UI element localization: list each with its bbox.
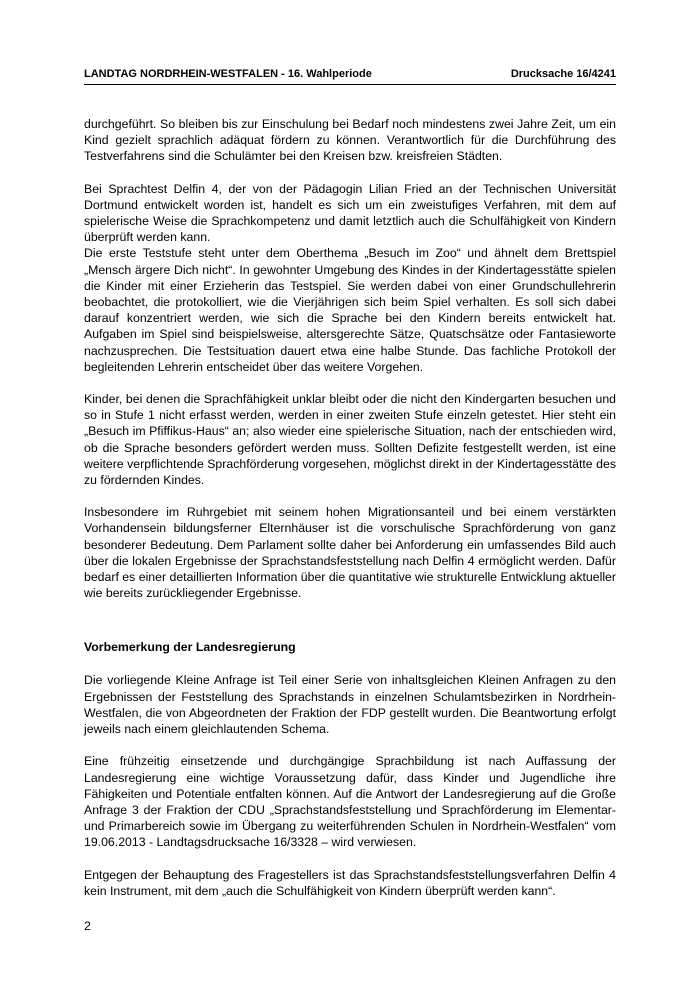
document-body [84, 116, 616, 915]
header-parliament-title: LANDTAG NORDRHEIN-WESTFALEN - 16. Wahlperiode [84, 68, 372, 80]
paragraph-preliminary-remark: Die vorliegende Kleine Anfrage ist Teil einer Serie von inhaltsgleichen Kleinen Anfragen zu den Ergebnissen der Feststellung des Sprachstands in einzelnen Schulamtsbezirken in Nordrhein-Westfalen, die von Abgeordneten der Fraktion der FDP gestellt wurden. Die Beantwortung erfolgt jeweils nach einem gleichlautenden Schema. [84, 673, 616, 737]
header-document-number: Drucksache 16/4241 [510, 68, 616, 80]
page-header [84, 67, 616, 85]
header-divider [84, 84, 616, 85]
paragraph-continuation: durchgeführt. So bleiben bis zur Einschulung bei Bedarf noch mindestens zwei Jahre Zeit, um ein Kind gezielt sprachlich adäquat fördern zu können. Verantwortlich für die Durchführung des Testverfahrens sind die Schulämter bei den Kreisen bzw. kreisfreien Städten. [84, 117, 616, 164]
paragraph-first-test-stage: Die erste Teststufe steht unter dem Oberthema „Besuch im Zoo“ und ähnelt dem Brettspiel „Mensch ärgere Dich nicht“. In gewohnter Umgebung des Kindes in der Kindertagesstätte spielen die Kinder mit einer Erzieherin das Testspiel. Sie werden dabei von einer Grundschullehrerin beobachtet, die protokolliert, wie die Vierjährigen sich beim Spiel verhalten. Es soll sich dabei darauf konzentriert werden, wie sich die Sprache bei den Kindern bereits entwickelt hat. Aufgaben im Spiel sind beispielsweise, altersgerechte Sätze, Quatschsätze oder Fantasieworte nachzusprechen. Die Testsituation dauert etwa eine halbe Stunde. Das fachliche Protokoll der begleitenden Lehrerin entscheidet über das weitere Vorgehen. [84, 246, 616, 374]
paragraph-second-test-stage: Kinder, bei denen die Sprachfähigkeit unklar bleibt oder die nicht den Kindergarten besuchen und so in Stufe 1 nicht erfasst werden, werden in einer zweiten Stufe einzeln getestet. Hier steht ein „Besuch im Pfiffikus-Haus“ an; also wieder eine spielerische Situation, nach der entschieden wird, ob die Sprache besonders gefördert werden muss. Sollten Defizite festgestellt werden, ist eine weitere verpflichtende Sprachförderung vorgesehen, möglichst direkt in der Kindertagesstätte des zu fördernden Kindes. [84, 392, 616, 488]
paragraph-ruhrgebiet: Insbesondere im Ruhrgebiet mit seinem hohen Migrationsanteil und bei einem verstärkten Vorhandensein bildungsferner Elternhäuser ist die vorschulische Sprachförderung von ganz besonderer Bedeutung. Dem Parlament sollte daher bei Anforderung ein umfassendes Bild auch über die lokalen Ergebnisse der Sprachstandsfeststellung nach Delfin 4 ermöglicht werden. Dafür bedarf es einer detaillierten Information über die quantitative wie strukturelle Entwicklung aktueller wie bereits zurückliegender Ergebnisse. [84, 505, 616, 601]
paragraph-delfin-not-instrument: Entgegen der Behauptung des Fragestellers ist das Sprachstandsfeststellungsverfahren Delfin 4 kein Instrument, mit dem „auch die Schulfähigkeit von Kindern überprüft werden kann“. [84, 867, 616, 898]
paragraph-language-education: Eine frühzeitig einsetzende und durchgängige Sprachbildung ist nach Auffassung der Landesregierung eine wichtige Voraussetzung dafür, dass Kinder und Jugendliche ihre Fähigkeiten und Potentiale entfalten können. Auf die Antwort der Landesregierung auf die Große Anfrage 3 der Fraktion der CDU „Sprachstandsfeststellung und Sprachförderung im Elementar- und Primarbereich sowie im Übergang zu weiterführenden Schulen in Nordrhein-Westfalen“ vom 19.06.2013 - Landtagsdrucksache 16/3328 – wird verwiesen. [84, 754, 616, 850]
paragraph-delfin-intro: Bei Sprachtest Delfin 4, der von der Pädagogin Lilian Fried an der Technischen Universität Dortmund entwickelt worden ist, handelt es sich um ein zweistufiges Verfahren, mit dem auf spielerische Weise die Sprachkompetenz und damit letztlich auch die Schulfähigkeit von Kindern überprüft werden kann. [84, 181, 616, 245]
section-heading: Vorbemerkung der Landesregierung [84, 640, 296, 655]
page-number: 2 [84, 919, 91, 933]
